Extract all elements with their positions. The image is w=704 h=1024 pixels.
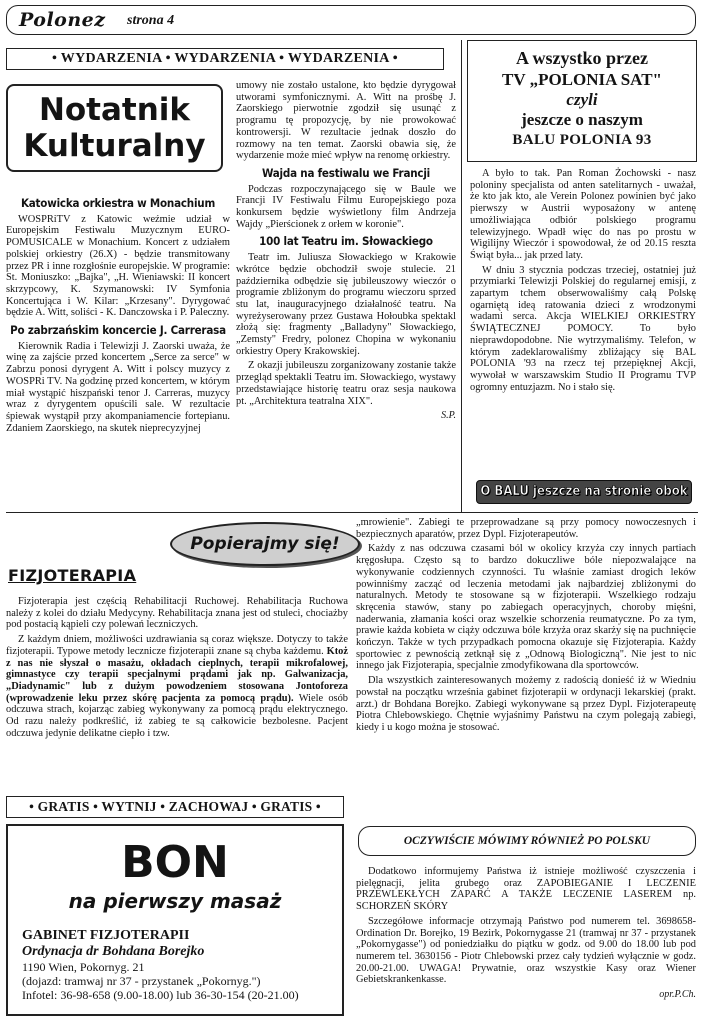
events-banner-text: • WYDARZENIA • WYDARZENIA • WYDARZENIA • [52,51,398,66]
art2-headline: Po zabrzańskim koncercie J. Carrerasa [10,323,226,338]
art4-text-2: Z okazji jubileuszu zorganizowany zostanie także przegląd spektakli Teatru im. Słowackiego, wystawy przedstawiające historię teatru oraz sesja naukowa pt. „Architektura teatralna XIX". [236,360,456,407]
tv-head-4: jeszcze o naszym [521,110,643,129]
tv-headline-box [467,40,697,162]
events-banner [6,48,444,70]
fizjo-title: FIZJOTERAPIA [8,566,137,585]
bon-subtitle: na pierwszy masaż [68,889,282,913]
culture-column-left [6,192,230,437]
bon-title: BON [121,837,229,888]
art3-text: Podczas rozpoczynającego się w Baule we Francji IV Festiwalu Filmu Europejskiego poza konkursem będzie wyświetlony film Andrzeja Wajdy „Pierścionek z orłem w koronie". [236,183,456,230]
fizjo-text-r1: „mrowienie". Zabiegi te przeprowadzane są przy pomocy nowoczesnych i bezpiecznych aparatów, przez Dypl. Fizjoterapeutów. [356,517,696,540]
art3-headline: Wajda na festiwalu we Francji [261,165,431,180]
gratis-banner [6,796,344,818]
tv-text-2: W dniu 3 stycznia podczas trzeciej, ostatniej już przymiarki Telewizji Polskiej do regularnej emisji, z zapartym tchem obserwowaliśmy całą Polskę ogarniętą ideą ratowania dzieci z wrodzonymi wadami serca. Akcja WIELKIEJ ORKIESTRY ŚWIĄTECZNEJ POMOCY. To było nieprawdopodobne. Nie wytrzymaliśmy. Telefon, w którym zadeklarowaliśmy zbliżający się BAL POLONIA '93 na rzecz tej przepięknej Akcji, wywołał w warszawskim Studio II Programu TVP ogromny entuzjazm. No i stało się. [470,264,696,393]
fizjo-text-2a: Z każdym dniem, możliwości uzdrawiania są coraz większe. Dotyczy to także fizjoterapii. Typowe metody lecznicze fizjoterapii znane są chyba każdemu. [6,634,348,657]
bon-address: 1190 Wien, Pokornyg. 21 [22,960,145,974]
notatnik-title-2: Kulturalny [23,128,206,164]
tv-head-2: TV „POLONIA SAT" [502,70,662,89]
fizjo-right-column [356,517,696,737]
polish-article [356,866,696,1001]
section-divider [6,512,698,513]
art2-text: Kierownik Radia i Telewizji J. Zaorski uważa, że winę za zajście przed koncertem „Serce za serce" w Zabrzu ponosi dyrygent A. Witt i polscy muzycy z WOSPRi TV. Na godzinę przed koncertem, w którym miał wystąpić hiszpański tenor J. Carreras, muzycy wraz z dyrygentem opuścili sale. W rezultacie śpiewak wystąpił przy akompaniamencie fortepianu. Zdaniem Zaorskiego, na skutek nieprecyzyjnej [6,340,230,434]
fizjo-badge [170,522,360,566]
header-logo: Polonez [19,9,106,31]
bon-name: GABINET FIZJOTERAPII [22,928,190,943]
bal-banner [476,480,692,504]
art4-text-1: Teatr im. Juliusza Słowackiego w Krakowie wkrótce będzie obchodził swoje stulecie. 21 października odbędzie się jubileuszowy wieczór o programie zbliżonym do programu wieczoru sprzed stu lat, inauguracyjnego działalność teatru. Na wyreżyserowany przez Gustawa Hołoubka spektakl złożą się: fragmenty „Balladyny" Słowackiego, „Zemsty" Fredry, polonez Chopina w wykonaniu orkiestry Opery Krakowskiej. [236,252,456,357]
art4-signature: S.P. [441,410,456,422]
art2-continued: umowy nie zostało ustalone, kto będzie dyrygował utworami symfonicznymi. A. Witt na prośbę J. Zaorskiego pierwotnie zgodził się usunąć z programu tę propozycję, by nie prowokować kontrowersji. W rezultacie jednak doszło do rozmowy na ten temat. Zaorski obawia się, że wydarzenie może mieć wpływ na renomę orkiestry. [236,80,456,162]
polish-signature: opr.P.Ch. [659,989,696,1001]
art4-headline: 100 lat Teatru im. Słowackiego [259,234,433,249]
fizjo-text-r2: Każdy z nas odczuwa czasami ból w okolicy krzyża czy innych partiach kręgosłupa. Często są to bardzo dokuczliwe bóle niepozwalające na wykonywanie codziennych czynności. Tu właśnie zamiast drogich leków powinniśmy zacząć od leczenia metodami jak najbardziej zbliżonymi do naturalnych. Metody te stosowane są w fizjoterapii. Wszelkiego rodzaju skręcenia stawów, stany po zabiegach operacyjnych, choroby mięśni, naderwania, złamania kości oraz wszelkie schorzenia reumatyczne. Po za tym, prawie każda kobieta w ciąży odczuwa bóle krzyża oraz skarży się na puchnięcie kończyn. Także w tych przypadkach pomocna okazuje się Fizjoterapia. Każdy sportowiec z pewnością zetknął się z „Odnową Biologiczną". Nie jest to nic innego jak Fizjoterapia, specjalnie zmodyfikowana dla sportowców. [356,543,696,672]
art1-text: WOSPRiTV z Katowic weźmie udział w Europejskim Festiwalu Muzycznym EURO-POMUSICALE w Monachium. Koncert z udziałem polskiej orkiestry (26.X) - będzie transmitowany przez PR i inne rozgłośnie europejskie. W programie: St. Moniuszko: „Bajka", „H. Wieniawski: II koncert skrzypcowy, K. Szymanowski: IV Symfonia Koncertująca i W. Kilar: „Krzesany". Dyrygować będzie A. Witt, soliści - K. Danczowska i P. Paleczny. [6,213,230,319]
bon-phones: Infotel: 36-98-658 (9.00-18.00) lub 36-30-154 (20-21.00) [22,988,299,1002]
polish-banner [358,826,696,856]
page-header [6,5,696,35]
bal-banner-text: O BALU jeszcze na stronie obok [480,484,688,499]
art1-headline: Katowicka orkiestra w Monachium [20,196,216,210]
tv-head-3: czyli [566,90,598,109]
notatnik-box [6,84,223,172]
fizjo-left-column [6,596,348,742]
bon-coupon [6,824,344,1016]
fizjo-text-r3: Dla wszystkich zainteresowanych możemy z radością donieść iż w Wiedniu powstał na początku września gabinet fizjoterapii w ordynacji lekarskiej (prakt. arzt.) dr Bohdana Borejko. Zabiegi wykonywane są przez Dypl. Fizjoterapeutę Piotra Chlebowskiego. Chętnie wyjaśnimy Państwu na czym polegają zabiegi, kiedy i u kogo można je stosować. [356,675,696,733]
gratis-banner-text: • GRATIS • WYTNIJ • ZACHOWAJ • GRATIS • [29,799,321,814]
polish-banner-text: OCZYWIŚCIE MÓWIMY RÓWNIEŻ PO POLSKU [403,835,651,847]
notatnik-title-1: Notatnik [38,92,191,128]
fizjo-text-2b: Ktoż z nas nie słyszał o masażu, okładach cieplnych, terapii mikrofalowej, gimnastyce czy terapii specjalnymi prądami jak np. Galwanizacja, „Diadynamic" lub z dużym powodzeniem stosowana Jontoforeza (wprowadzenie leku przez skórę pacjenta za pomocą prądu). [6,645,348,704]
tv-text-1: A było to tak. Pan Roman Żochowski - nasz poloniny specjalista od anten satelitarnych - uważał, że kto jak kto, ale Verein Polonez powinien być jako pierwszy w Austrii wyposażony w antenę umożliwiająca odbiór polskiego programu telewizyjnego. Wpadł więc do nas po prostu w Wigilijny Wieczór i spowodował, że od 20.15 reszta Świąt była... jak przed laty. [470,168,696,261]
tv-head-1: A wszystko przez [516,48,648,68]
fizjo-text-2 [6,634,348,739]
bon-ordination: Ordynacja dr Bohdana Borejko [22,944,205,959]
fizjo-badge-text: Popierajmy się! [190,534,340,554]
bon-transport: (dojazd: tramwaj nr 37 - przystanek „Pokornyg.") [22,974,261,988]
fizjo-text-1: Fizjoterapia jest częścią Rehabilitacji Ruchowej. Rehabilitacja Ruchowa należy z kolei do działu Medycyny. Rehabilitacja znana jest od stuleci, chociażby pod postacią kąpieli czy polewań leczniczych. [6,596,348,631]
column-divider [461,40,462,512]
tv-head-5: BALU POLONIA 93 [512,132,652,148]
culture-column-middle [236,80,456,422]
page-label: strona 4 [127,13,175,28]
polish-text-2: Szczegółowe informacje otrzymają Państwo pod numerem tel. 3698658-Ordination Dr. Borejko, 19 Bezirk, Pokornygasse 21 (tramwaj nr 37 - przystanek „Pokornygasse") od poniedziałku do piątku w godz. od 9.00 do 18.00 lub pod numerem tel. 3630156 - Piotr Chlebowski przez cały tydzień wyłącznie w godz. 20.00-21.00. UWAGA! Prywatnie, oraz wszystkie Kasy oraz Wiener Gebietskrankenkasse. [356,915,696,986]
polish-text-1: Dodatkowo informujemy Państwa iż istnieje możliwość czyszczenia i pielęgnacji, jelita grubego oraz ZAPOBIEGANIE I LECZENIE PRZEWLEKŁYCH ZAPARĆ A TAKŻE LECZENIE LASEREM np. SCHORZEŃ SKÓRY [356,866,696,913]
tv-article [470,168,696,396]
fizjo-text-2c: Wiele osób odczuwa strach, kojarząc zabieg wykonywany za pomocą prądu elektrycznego. Od razu należy podkreślić, iż zabieg te są całkowicie bezbolesne. Pacjent odczuwa jedynie delikatne ciepło i tzw. [6,692,348,739]
